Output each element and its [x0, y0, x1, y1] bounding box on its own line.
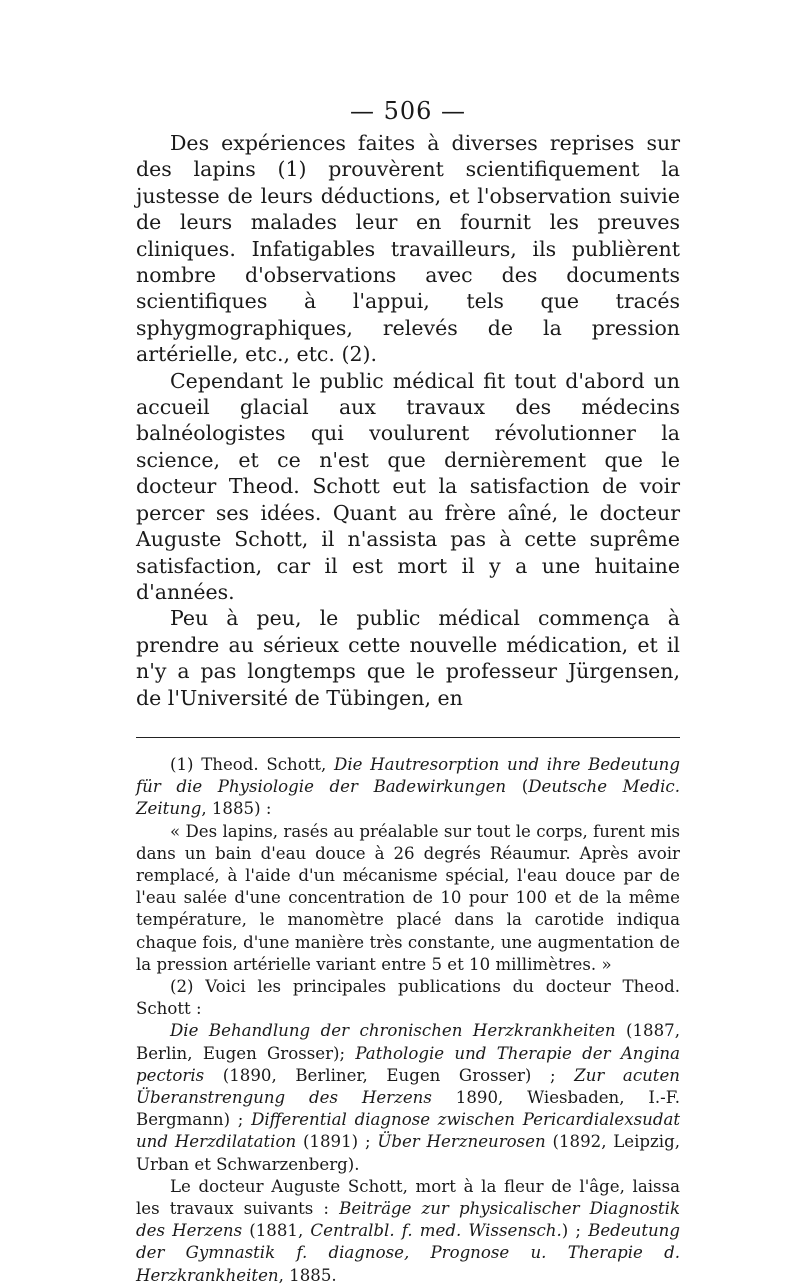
paragraph-3: Peu à peu, le public médical commença à prendre au sérieux cette nouvelle médication, et il n'y a pas longtemps que le professeur Jürgensen, de l'Université de Tübingen, en — [136, 606, 680, 710]
page-number: — 506 — — [349, 97, 467, 125]
publication-details: 1890, Wiesbaden, I.-F. Bergmann) ; — [136, 1087, 680, 1130]
footnote-1-suffix: , 1885) : — [201, 799, 272, 819]
paragraph-2: Cependant le public médical fit tout d'abord un accueil glacial aux travaux des médecins balnéologistes qui voulurent révolutionner la science, et ce n'est que dernièrement que le docteur Theod. Schott eut la satisfaction de voir percer ses idées. Quant au frère aîné, le docteur Auguste Schott, il n'assista pas à cette suprême satisfaction, car il est mort il y a une huitaine d'années. — [136, 368, 680, 604]
publication-title: Pathologie und Therapie der Angina pectoris — [136, 1043, 680, 1085]
publication-title: Differential diagnose zwischen Pericardialexsudat und Herzdilatation — [136, 1110, 680, 1152]
publication-title: Zur acuten Überanstrengung des Herzens — [136, 1065, 680, 1107]
publication-details: ) ; — [561, 1221, 589, 1241]
footnote-1-title: Die Hautresorption und ihre Bedeutung für die Physiologie der Badewirkungen — [136, 754, 680, 797]
publication-details: (1892, Leipzig, Urban et Schwarzenberg). — [136, 1132, 681, 1174]
publication-title: Beiträge zur physicalischer Diagnostik des Herzens — [136, 1199, 680, 1241]
main-text — [136, 130, 680, 711]
footnote-1-journal: Deutsche Medic. Zeitung — [136, 777, 680, 819]
publication-details: (1881, — [242, 1221, 311, 1241]
auguste-intro: Le docteur Auguste Schott, mort à la fleur de l'âge, laissa les travaux suivants : — [136, 1176, 680, 1218]
publication-details: (1887, Berlin, Eugen Grosser); — [136, 1021, 680, 1063]
footnote-1-quote: « Des lapins, rasés au préalable sur tout le corps, furent mis dans un bain d'eau douce à 26 degrés Réaumur. Après avoir remplacé, à l'aide d'un mécanisme spécial, l'eau douce par de l'eau salée d'une concentration de 10 pour 100 et de la même température, le manomètre placé dans la carotide indiqua chaque fois, d'une manière très constante, une augmentation de la pression artérielle variant entre 5 et 10 millimètres. » — [136, 821, 680, 974]
footnote-1-mid: ( — [506, 777, 529, 797]
footnote-2-intro: (2) Voici les principales publications du docteur Theod. Schott : — [136, 976, 680, 1019]
publication-details: (1891) ; — [296, 1132, 378, 1152]
publication-title: Bedeutung der Gymnastik f. diagnose, Prognose u. Therapie d. Herzkrankheiten — [136, 1221, 680, 1285]
paragraph-1: Des expériences faites à diverses reprises sur des lapins (1) prouvèrent scientifiquement la justesse de leurs déductions, et l'observation suivie de leurs malades leur en fournit les preuves cliniques. Infatigables travailleurs, ils publièrent nombre d'observations avec des documents scientifiques à l'appui, tels que tracés sphygmographiques, relevés de la pression artérielle, etc., etc. (2). — [136, 131, 680, 367]
footnote-2-list — [136, 1020, 680, 1175]
footnote-1-prefix: (1) Theod. Schott, — [170, 754, 335, 774]
journal-title: Centralbl. f. med. Wissensch. — [310, 1221, 562, 1241]
book-page — [136, 96, 680, 1287]
publication-details: (1890, Berliner, Eugen Grosser) ; — [204, 1065, 575, 1085]
footnote-divider — [136, 737, 680, 738]
footnote-2-auguste — [136, 1176, 680, 1287]
publication-title: Über Herzneurosen — [377, 1132, 546, 1152]
footnotes — [136, 754, 680, 1287]
publication-details: , 1885. — [278, 1265, 337, 1285]
publication-title: Die Behandlung der chronischen Herzkrankheiten — [170, 1021, 616, 1041]
footnote-1 — [136, 754, 680, 821]
